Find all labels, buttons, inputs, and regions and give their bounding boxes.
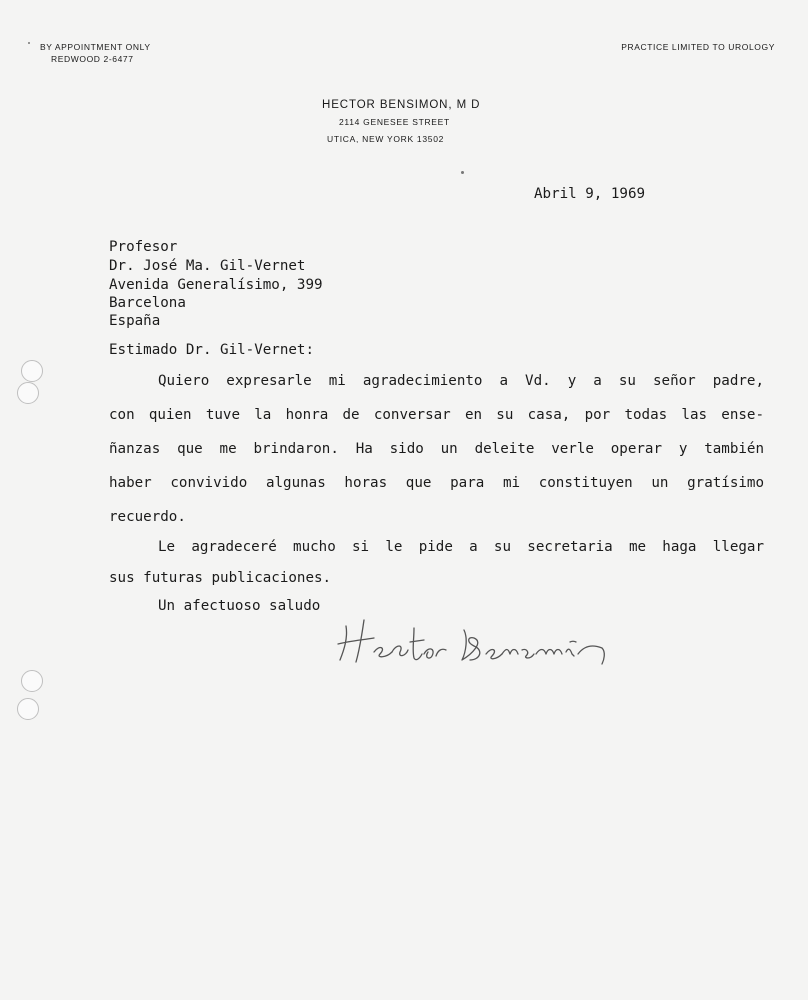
- recipient-country: España: [109, 313, 161, 329]
- body-paragraph-2-line-2: sus futuras publicaciones.: [109, 570, 332, 586]
- letterhead-city: UTICA, NEW YORK 13502: [327, 134, 445, 144]
- recipient-city: Barcelona: [109, 295, 186, 311]
- binder-hole: [17, 698, 39, 720]
- body-line: haber convivido algunas horas que para mi constituyen un gratísimo: [109, 475, 764, 491]
- ink-speck: [28, 42, 30, 44]
- recipient-street: Avenida Generalísimo, 399: [109, 277, 323, 293]
- body-line: ñanzas que me brindaron. Ha sido un deleite verle operar y también: [109, 441, 764, 457]
- handwritten-signature: [334, 608, 634, 672]
- salutation: Estimado Dr. Gil-Vernet:: [109, 342, 314, 358]
- closing: Un afectuoso saludo: [158, 598, 321, 614]
- body-line: recuerdo.: [109, 509, 186, 525]
- appointment-note: BY APPOINTMENT ONLY: [40, 42, 151, 52]
- body-line: con quien tuve la honra de conversar en su casa, por todas las ense-: [109, 407, 764, 423]
- letterhead-doctor-name: HECTOR BENSIMON, M D: [322, 99, 481, 111]
- body-paragraph-2-line-1: Le agradeceré mucho si le pide a su secretaria me haga llegar: [158, 539, 764, 555]
- recipient-title: Profesor: [109, 239, 178, 255]
- body-paragraph-1: [109, 373, 764, 543]
- binder-hole: [21, 360, 43, 382]
- phone-number: REDWOOD 2-6477: [51, 54, 134, 64]
- practice-note: PRACTICE LIMITED TO UROLOGY: [621, 42, 775, 52]
- letterhead-street: 2114 GENESEE STREET: [339, 117, 450, 127]
- recipient-name: Dr. José Ma. Gil-Vernet: [109, 258, 306, 274]
- binder-hole: [21, 670, 43, 692]
- binder-hole: [17, 382, 39, 404]
- ink-speck: [461, 171, 464, 174]
- body-line: Quiero expresarle mi agradecimiento a Vd. y a su señor padre,: [158, 373, 764, 389]
- letter-date: Abril 9, 1969: [534, 186, 646, 202]
